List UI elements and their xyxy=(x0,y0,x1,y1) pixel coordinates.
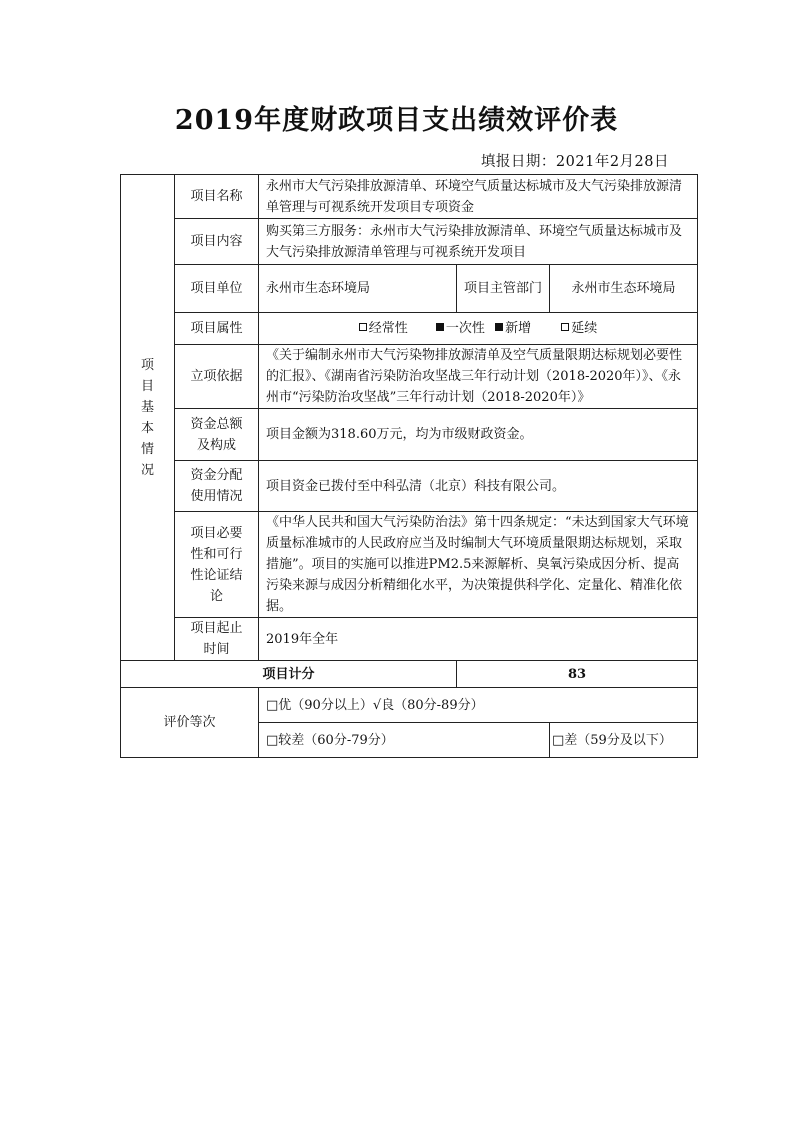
section-label: 项目基本情况 xyxy=(140,357,154,478)
score-value: 83 xyxy=(457,661,698,688)
table-row xyxy=(121,345,698,409)
evaluation-table xyxy=(120,174,698,758)
grade-label: 评价等次 xyxy=(121,688,259,758)
table-row xyxy=(121,461,698,512)
score-label: 项目计分 xyxy=(121,661,457,688)
value-funds-total: 项目金额为318.60万元，均为市级财政资金。 xyxy=(259,409,698,461)
label-project-content: 项目内容 xyxy=(175,219,259,265)
checkbox-new xyxy=(495,323,503,331)
table-row xyxy=(121,175,698,219)
label-funds-total: 资金总额及构成 xyxy=(175,409,259,461)
value-period: 2019年全年 xyxy=(259,618,698,661)
grade-option-poor: □差（59分及以下） xyxy=(550,723,698,758)
section-label-cell xyxy=(121,175,175,661)
label-funds-use: 资金分配使用情况 xyxy=(175,461,259,512)
attr-option-continue: 延续 xyxy=(561,318,597,339)
table-row xyxy=(121,688,698,723)
checkbox-onetime xyxy=(436,323,444,331)
table-row xyxy=(121,265,698,313)
label-period: 项目起止时间 xyxy=(175,618,259,661)
value-dept: 永州市生态环境局 xyxy=(550,265,698,313)
label-project-unit: 项目单位 xyxy=(175,265,259,313)
table-row xyxy=(121,618,698,661)
attr-option-onetime: 一次性 xyxy=(436,318,485,339)
page-title: 2019年度财政项目支出绩效评价表 xyxy=(174,105,619,136)
label-project-attr: 项目属性 xyxy=(175,313,259,345)
value-project-name: 永州市大气污染排放源清单、环境空气质量达标城市及大气污染排放源清单管理与可视系统开发项目专项资金 xyxy=(259,175,698,219)
attr-option-new: 新增 xyxy=(495,318,531,339)
label-project-name: 项目名称 xyxy=(175,175,259,219)
table-row xyxy=(121,219,698,265)
table-row xyxy=(121,661,698,688)
value-basis: 《关于编制永州市大气污染物排放源清单及空气质量限期达标规划必要性的汇报》、《湖南省污染防治攻坚战三年行动计划（2018-2020年）》、《永州市“污染防治攻坚战”三年行动计划（2018-2020年）》 xyxy=(259,345,698,409)
attr-option-regular: 经常性 xyxy=(359,318,408,339)
grade-option-fair: □较差（60分-79分） xyxy=(259,723,550,758)
label-basis: 立项依据 xyxy=(175,345,259,409)
table-row xyxy=(121,409,698,461)
checkbox-continue xyxy=(561,323,569,331)
label-dept: 项目主管部门 xyxy=(457,265,550,313)
value-necessity: 《中华人民共和国大气污染防治法》第十四条规定：“未达到国家大气环境质量标准城市的人民政府应当及时编制大气环境质量限期达标规划，采取措施”。项目的实施可以推进PM2.5来源解析、臭氧污染成因分析、提高污染来源与成因分析精细化水平，为决策提供科学化、定量化、精准化依据。 xyxy=(259,512,698,618)
table-row xyxy=(121,512,698,618)
value-project-content: 购买第三方服务：永州市大气污染排放源清单、环境空气质量达标城市及大气污染排放源清单管理与可视系统开发项目 xyxy=(259,219,698,265)
checkbox-regular xyxy=(359,323,367,331)
value-funds-use: 项目资金已拨付至中科弘清（北京）科技有限公司。 xyxy=(259,461,698,512)
value-project-attr xyxy=(259,313,698,345)
table-row xyxy=(121,313,698,345)
value-project-unit: 永州市生态环境局 xyxy=(259,265,457,313)
grade-line-1: □优（90分以上）√良（80分-89分） xyxy=(259,688,698,723)
fill-date: 填报日期：2021年2月28日 xyxy=(480,154,669,170)
label-necessity: 项目必要性和可行性论证结论 xyxy=(175,512,259,618)
